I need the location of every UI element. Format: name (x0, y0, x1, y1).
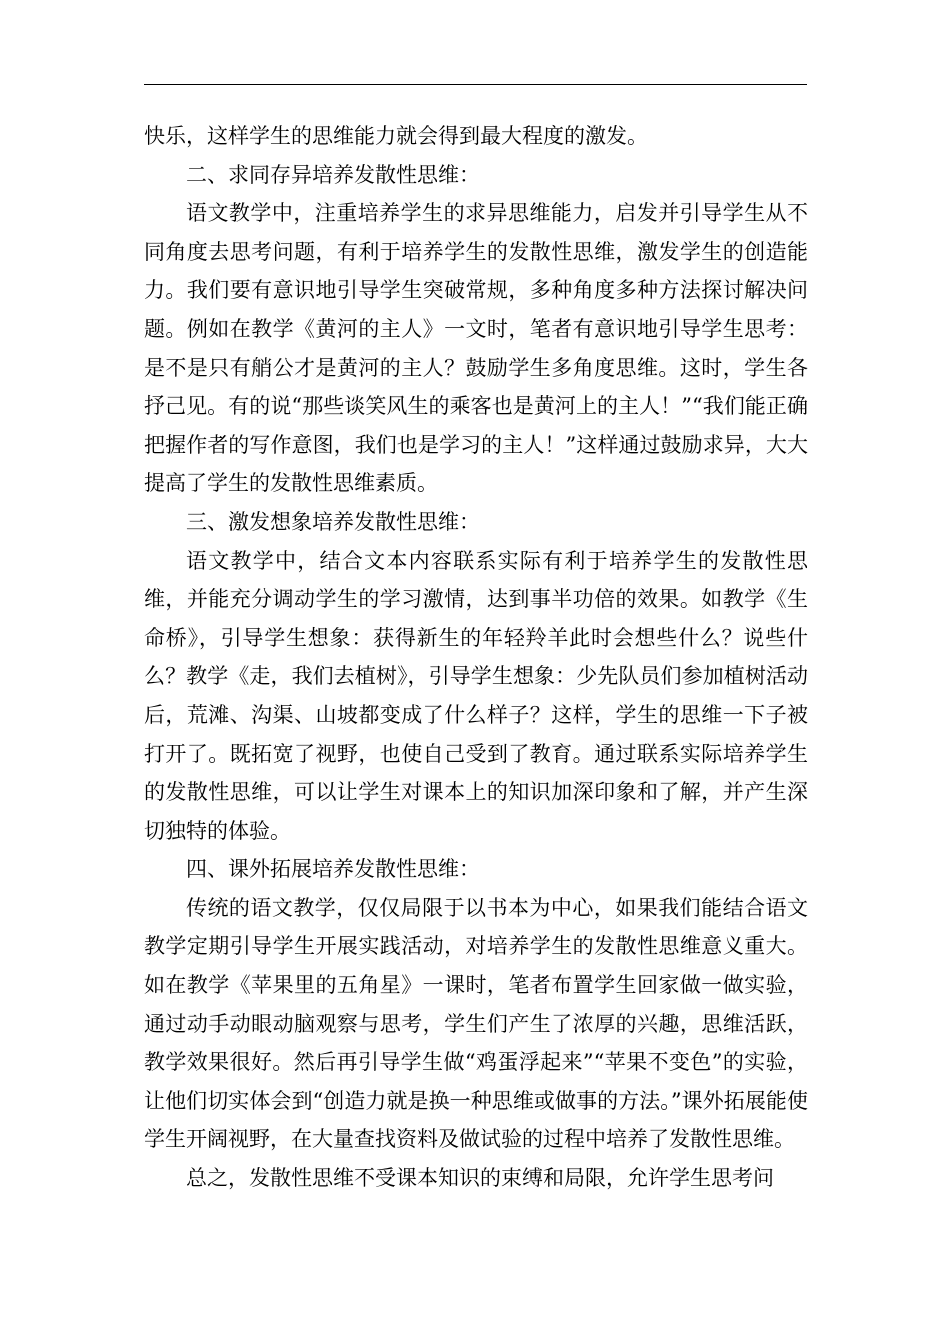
section-heading-3: 三、激发想象培养发散性思维： (186, 509, 480, 534)
document-body (144, 117, 808, 1198)
paragraph-continuation: 快乐，这样学生的思维能力就会得到最大程度的激发。 (144, 124, 648, 148)
header-rule (144, 84, 807, 85)
paragraph-conclusion: 总之，发散性思维不受课本知识的束缚和局限，允许学生思考问 (186, 1166, 774, 1191)
paragraph-section-4: 传统的语文教学，仅仅局限于以书本为中心，如果我们能结合语文教学定期引导学生开展实践活动，对培养学生的发散性思维意义重大。如在教学《苹果里的五角星》一课时，笔者布置学生回家做一做实验，通过动手动眼动脑观察与思考，学生们产生了浓厚的兴趣，思维活跃，教学效果很好。然后再引导学生做“鸡蛋浮起来”“苹果不变色”的实验，让他们切实体会到“创造力就是换一种思维或做事的方法。”课外拓展能使学生开阔视野，在大量查找资料及做试验的过程中培养了发散性思维。 (144, 895, 808, 1152)
section-heading-2: 二、求同存异培养发散性思维： (186, 162, 480, 187)
paragraph-section-3: 语文教学中，结合文本内容联系实际有利于培养学生的发散性思维，并能充分调动学生的学习激情，达到事半功倍的效果。如教学《生命桥》，引导学生想象：获得新生的年轻羚羊此时会想些什么？说些什么？教学《走，我们去植树》，引导学生想象：少先队员们参加植树活动后，荒滩、沟渠、山坡都变成了什么样子？这样，学生的思维一下子被打开了。既拓宽了视野，也使自己受到了教育。通过联系实际培养学生的发散性思维，可以让学生对课本上的知识加深印象和了解，并产生深切独特的体验。 (144, 548, 808, 843)
paragraph-section-2: 语文教学中，注重培养学生的求异思维能力，启发并引导学生从不同角度去思考问题，有利于培养学生的发散性思维，激发学生的创造能力。我们要有意识地引导学生突破常规，多种角度多种方法探讨解决问题。例如在教学《黄河的主人》一文时，笔者有意识地引导学生思考：是不是只有艄公才是黄河的主人？鼓励学生多角度思维。这时，学生各抒己见。有的说“那些谈笑风生的乘客也是黄河上的主人！”“我们能正确把握作者的写作意图，我们也是学习的主人！”这样通过鼓励求异，大大提高了学生的发散性思维素质。 (144, 201, 808, 496)
section-heading-4: 四、课外拓展培养发散性思维： (186, 857, 480, 882)
